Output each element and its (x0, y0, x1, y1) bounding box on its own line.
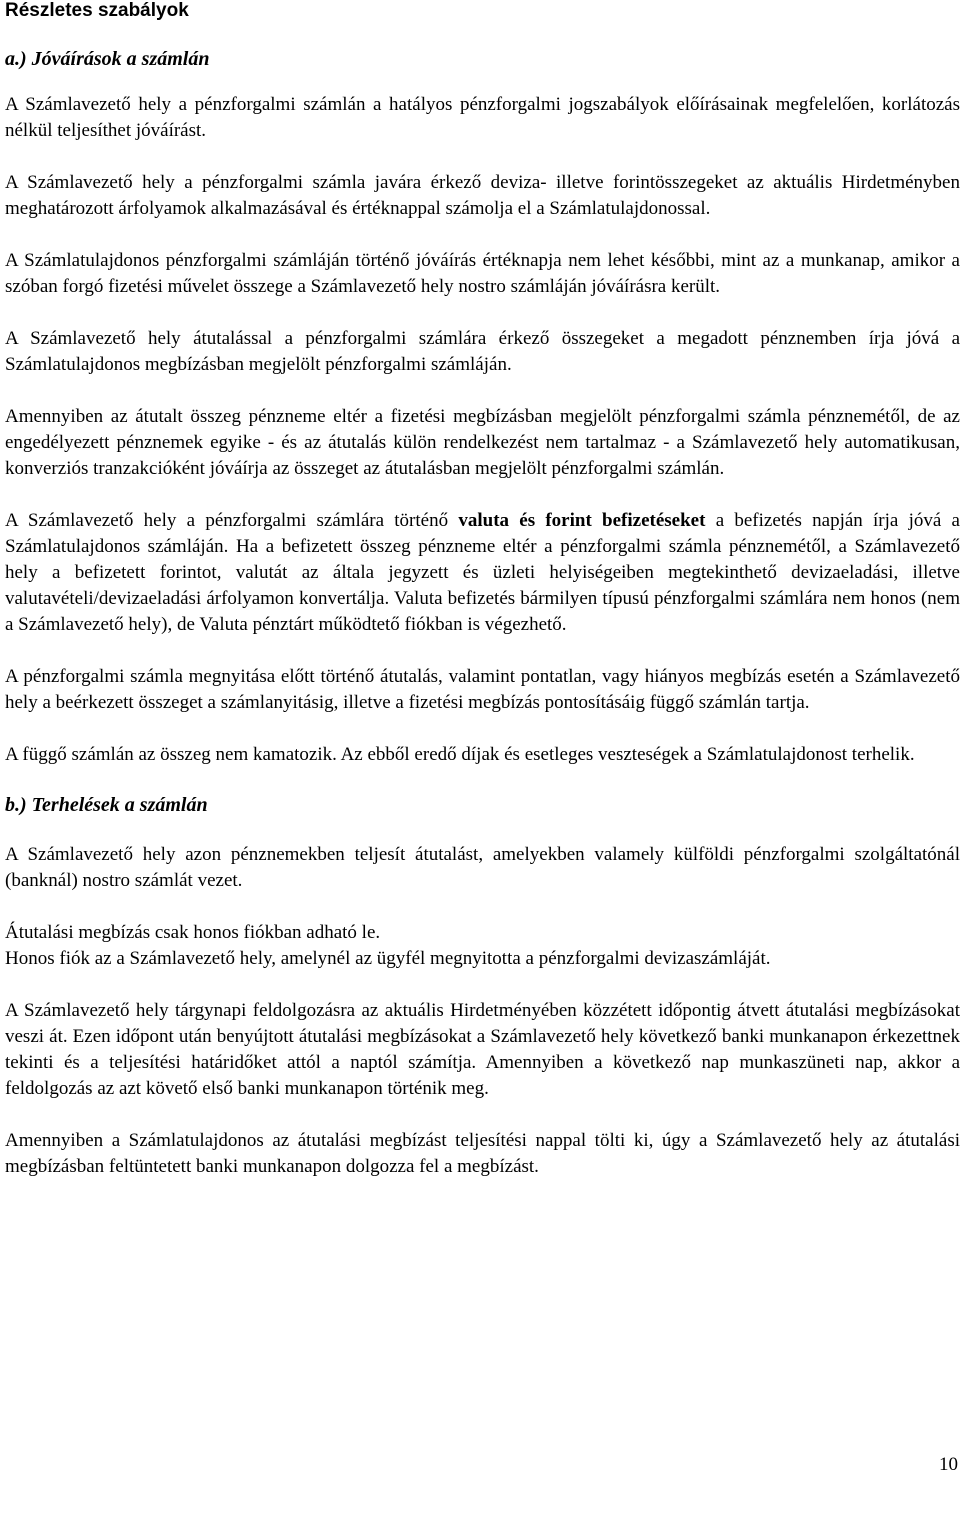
paragraph-12: Amennyiben a Számlatulajdonos az átutalási megbízást teljesítési nappal tölti ki, úgy a Számlavezető hely az átutalási megbízásban feltüntetett banki munkanapon dolgozza fel a megbízást. (5, 1130, 960, 1177)
paragraph-10a: Átutalási megbízás csak honos fiókban adható le. (5, 922, 381, 943)
page-title: Részletes szabályok (5, 0, 189, 21)
paragraph-2: A Számlavezető hely a pénzforgalmi számla javára érkező deviza- illetve forintösszegeket az aktuális Hirdetményben meghatározott árfolyamok alkalmazásával és értéknappal számolja el a Számlatulajdonossal. (5, 172, 960, 219)
paragraph-6 (5, 508, 960, 638)
section-b-heading: b.) Terhelések a számlán (5, 794, 208, 816)
paragraph-1: A Számlavezető hely a pénzforgalmi számlán a hatályos pénzforgalmi jogszabályok előírásainak megfelelően, korlátozás nélkül teljesíthet jóváírást. (5, 94, 960, 141)
page-number: 10 (939, 1454, 958, 1475)
paragraph-10b: Honos fiók az a Számlavezető hely, amelynél az ügyfél megnyitotta a pénzforgalmi devizaszámláját. (5, 948, 771, 969)
document-page (5, 0, 960, 1180)
paragraph-6-start: A Számlavezető hely a pénzforgalmi számlára történő (5, 510, 459, 531)
paragraph-4: A Számlavezető hely átutalással a pénzforgalmi számlára érkező összegeket a megadott pénznemben írja jóvá a Számlatulajdonos megbízásban megjelölt pénzforgalmi számláján. (5, 328, 960, 375)
section-a-heading: a.) Jóváírások a számlán (5, 48, 210, 70)
paragraph-11: A Számlavezető hely tárgynapi feldolgozásra az aktuális Hirdetményében közzétett időpontig átvett átutalási megbízásokat veszi át. Ezen időpont után benyújtott átutalási megbízásokat a Számlavezető hely következő banki munkanapon érkezettnek tekinti és a teljesítési határidőket attól a naptól számítja. Amennyiben a következő nap munkaszüneti nap, akkor a feldolgozás az azt követő első banki munkanapon történik meg. (5, 1000, 960, 1099)
paragraph-6-end: a befizetés napján írja jóvá a Számlatulajdonos számláján. Ha a befizetett összeg pénzneme eltér a pénzforgalmi számla pénznemétől, a Számlavezető hely a befizetett forintot, valutát az általa jegyzett és üzleti helyiségeiben megtekinthető devizaeladási, illetve valutavételi/devizaeladási árfolyamon konvertálja. Valuta befizetés bármilyen típusú pénzforgalmi számlára nem honos (nem a Számlavezető hely), de Valuta pénztárt működtető fiókban is végezhető. (5, 510, 960, 635)
paragraph-5: Amennyiben az átutalt összeg pénzneme eltér a fizetési megbízásban megjelölt pénzforgalmi számla pénznemétől, de az engedélyezett pénznemek egyike - és az átutalás külön rendelkezést nem tartalmaz - a Számlavezető hely automatikusan, konverziós tranzakcióként jóváírja az összeget az átutalásban megjelölt pénzforgalmi számlán. (5, 406, 960, 479)
paragraph-7: A pénzforgalmi számla megnyitása előtt történő átutalás, valamint pontatlan, vagy hiányos megbízás esetén a Számlavezető hely a beérkezett összeget a számlanyitásig, illetve a fizetési megbízás pontosításáig függő számlán tartja. (5, 666, 960, 713)
paragraph-8: A függő számlán az összeg nem kamatozik. Az ebből eredő díjak és esetleges veszteségek a Számlatulajdonost terhelik. (5, 744, 915, 765)
paragraph-3: A Számlatulajdonos pénzforgalmi számláján történő jóváírás értéknapja nem lehet későbbi, mint az a munkanap, amikor a szóban forgó fizetési művelet összege a Számlavezető hely nostro számláján jóváírásra került. (5, 250, 960, 297)
paragraph-6-emphasis: valuta és forint befizetéseket (458, 510, 706, 531)
paragraph-9: A Számlavezető hely azon pénznemekben teljesít átutalást, amelyekben valamely külföldi pénzforgalmi szolgáltatónál (banknál) nostro számlát vezet. (5, 844, 960, 891)
